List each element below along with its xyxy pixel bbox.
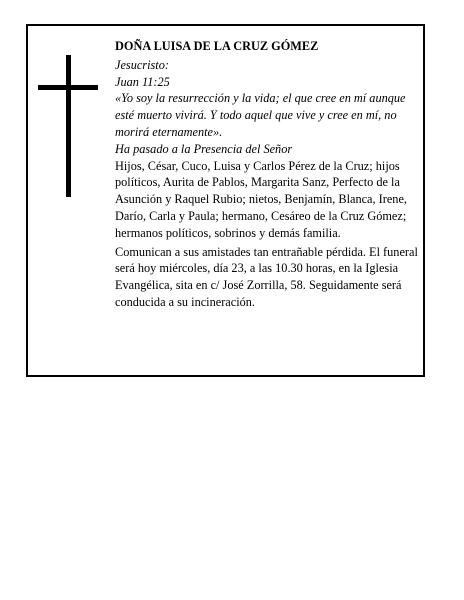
family-list: Hijos, César, Cuco, Luisa y Carlos Pérez de la Cruz; hijos políticos, Aurita de Pablos, Margarita Sanz, Perfecto de la Asunción y Raquel Rubio; nietos, Benjamín, Blanca, Irene, Darío, Carla y Paula; hermano, Cesáreo de la Cruz Gómez; hermanos políticos, sobrinos y demás familia.	[115, 158, 407, 240]
obituary-notice	[26, 24, 425, 377]
quote-author: Jesucristo:	[115, 57, 169, 72]
notice-text	[115, 38, 421, 311]
funeral-announcement: Comunican a sus amistades tan entrañable pérdida. El funeral será hoy miércoles, día 23, a las 10.30 horas, en la Iglesia Evangélica, sita en c/ José Zorrilla, 58. Seguidamente será conducida a su incineración.	[115, 244, 418, 309]
deceased-name: DOÑA LUISA DE LA CRUZ GÓMEZ	[115, 39, 319, 53]
passed-away-line: Ha pasado a la Presencia del Señor	[115, 141, 293, 156]
quote-reference: Juan 11:25	[115, 74, 170, 89]
quote-text: «Yo soy la resurrección y la vida; el que cree en mí aunque esté muerto vivirá. Y todo aquel que vive y cree en mí, no morirá eternamente».	[115, 91, 406, 139]
cross-vertical-bar	[66, 55, 71, 197]
cross-horizontal-bar	[38, 85, 98, 90]
